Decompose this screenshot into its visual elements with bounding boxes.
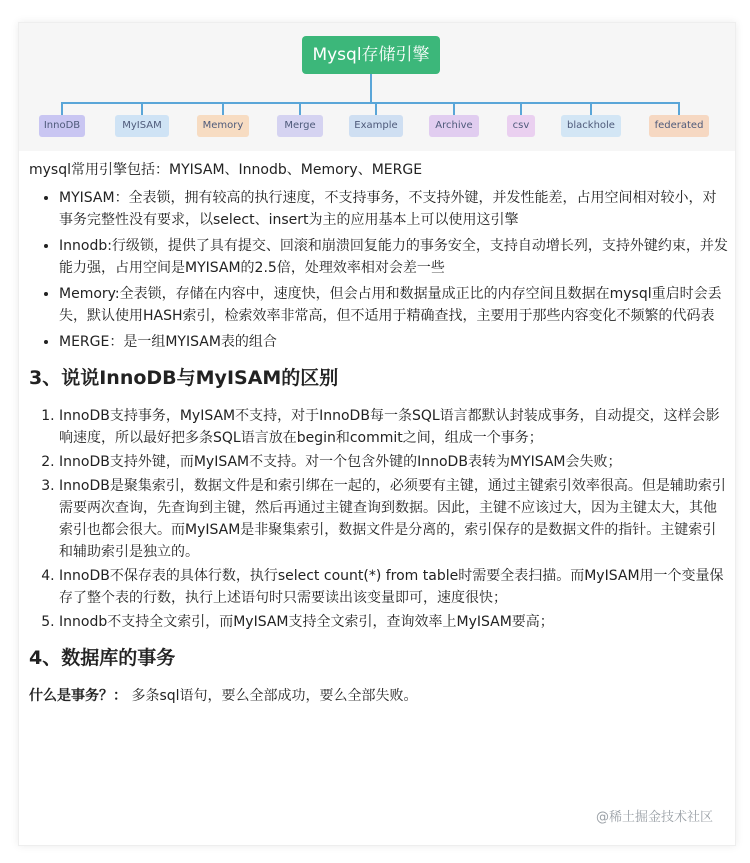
diagram-leaf-blackhole: blackhole (561, 115, 621, 137)
list-item: 4. InnoDB不保存表的具体行数，执行select count(*) from table时需要全表扫描。而MyISAM用一个变量保存了整个表的行数，执行上述语句时只需要读出该变量即可，速度很快； (59, 565, 729, 609)
list-item: 3. InnoDB是聚集索引，数据文件是和索引绑在一起的，必须要有主键，通过主键索引效率很高。但是辅助索引需要两次查询，先查询到主键，然后再通过主键查询到数据。因此，主键不应该过大，因为主键太大，其他索引也都会很大。而MyISAM是非聚集索引，数据文件是分离的，索引保存的是数据文件的指针。主键索引和辅助索引是独立的。 (59, 475, 729, 563)
differences-list (29, 405, 729, 633)
diagram-connector (62, 102, 679, 104)
diagram-leaf-federated: federated (649, 115, 709, 137)
diagram-leaf-archive: Archive (429, 115, 479, 137)
list-item: • MYISAM：全表锁，拥有较高的执行速度，不支持事务，不支持外键，并发性能差，占用空间相对较小，对事务完整性没有要求，以select、insert为主的应用基本上可以使用这引擎 (59, 187, 729, 231)
diagram-leaf-example: Example (349, 115, 403, 137)
article-content (29, 159, 729, 707)
diagram-leaf-myisam: MyISAM (115, 115, 169, 137)
diagram-connector (61, 102, 63, 115)
transaction-question: 什么是事务？： (29, 688, 127, 704)
list-item: • Memory:全表锁，存储在内容中，速度快，但会占用和数据量成正比的内存空间且数据在mysql重启时会丢失，默认使用HASH索引，检索效率非常高，但不适用于精确查找，主要用于那些内容变化不频繁的代码表 (59, 283, 729, 327)
list-item: 1. InnoDB支持事务，MyISAM不支持，对于InnoDB每一条SQL语言都默认封装成事务，自动提交，这样会影响速度，所以最好把多条SQL语言放在begin和commit之间，组成一个事务； (59, 405, 729, 449)
section-heading-4: 4、数据库的事务 (29, 647, 176, 669)
diagram-connector (370, 74, 372, 103)
diagram-leaf-merge: Merge (277, 115, 323, 137)
diagram-leaf-csv: csv (507, 115, 535, 137)
diagram-connector (590, 102, 592, 115)
diagram-leaf-memory: Memory (197, 115, 249, 137)
transaction-answer: 多条sql语句，要么全部成功，要么全部失败。 (131, 688, 418, 704)
diagram-connector (678, 102, 680, 115)
list-item: • Innodb:行级锁，提供了具有提交、回滚和崩溃回复能力的事务安全，支持自动增长列，支持外键约束，并发能力强，占用空间是MYISAM的2.5倍，处理效率相对会差一些 (59, 235, 729, 279)
diagram-root-node: Mysql存储引擎 (302, 36, 440, 74)
diagram-connector (453, 102, 455, 115)
diagram-connector (222, 102, 224, 115)
list-item: 2. InnoDB支持外键，而MyISAM不支持。对一个包含外键的InnoDB表转为MYISAM会失败； (59, 451, 729, 473)
article-card (18, 22, 736, 846)
engine-diagram (19, 23, 735, 151)
diagram-connector (375, 102, 377, 115)
engine-list (29, 187, 729, 353)
list-item: • MERGE：是一组MYISAM表的组合 (59, 331, 729, 353)
list-item: 5. Innodb不支持全文索引，而MyISAM支持全文索引，查询效率上MyISAM要高； (59, 611, 729, 633)
engines-intro: mysql常用引擎包括：MYISAM、Innodb、Memory、MERGE (29, 162, 423, 178)
section-heading-3: 3、说说InnoDB与MyISAM的区别 (29, 367, 339, 389)
diagram-leaf-innodb: InnoDB (39, 115, 85, 137)
watermark: @稀土掘金技术社区 (595, 810, 713, 825)
transaction-definition (29, 685, 729, 707)
diagram-connector (141, 102, 143, 115)
diagram-connector (299, 102, 301, 115)
diagram-connector (520, 102, 522, 115)
